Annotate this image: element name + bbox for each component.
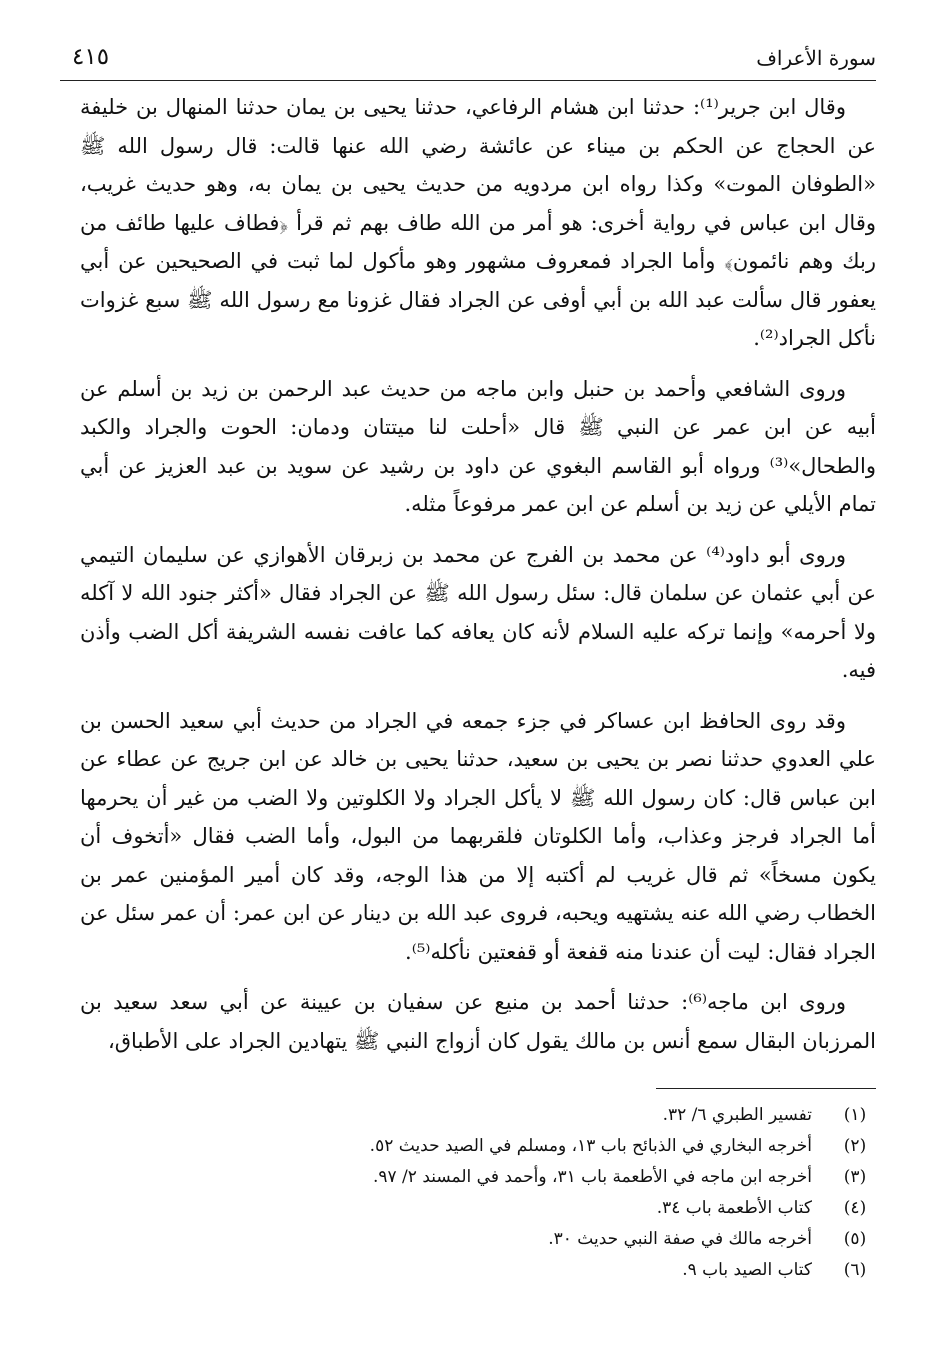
footnote-number: (٦) xyxy=(843,1260,867,1280)
footnote-text: أخرجه البخاري في الذبائح باب ١٣، ومسلم في الصيد حديث ٥٢. xyxy=(369,1136,812,1156)
footnote-item xyxy=(200,1100,876,1131)
page-number: ٤١٥ xyxy=(72,44,110,70)
footnotes xyxy=(200,1100,876,1286)
footnote-text: أخرجه ابن ماجه في الأطعمة باب ٣١، وأحمد في المسند ٢/ ٩٧. xyxy=(372,1167,812,1187)
footnote-item xyxy=(200,1131,876,1162)
footnote-divider xyxy=(656,1088,876,1089)
footnote-number: (٢) xyxy=(843,1136,867,1156)
header-divider xyxy=(60,80,876,81)
page-header xyxy=(60,44,876,78)
surah-title: سورة الأعراف xyxy=(756,46,876,70)
footnote-number: (٣) xyxy=(843,1167,867,1187)
paragraph: وروى الشافعي وأحمد بن حنبل وابن ماجه من حديث عبد الرحمن بن زيد بن أسلم عن أبيه عن ابن عمر عن النبي ﷺ قال «أحلت لنا ميتتان ودمان: الحوت والجراد والكبد والطحال»⁽³⁾ ورواه أبو القاسم البغوي عن داود بن رشيد عن سويد بن عبد العزيز عن أبي تمام الأيلي عن زيد بن أسلم عن ابن عمر مرفوعاً مثله. xyxy=(80,376,876,516)
footnote-number: (٤) xyxy=(843,1198,867,1218)
paragraph: وقال ابن جرير⁽¹⁾: حدثنا ابن هشام الرفاعي، حدثنا يحيى بن يمان حدثنا المنهال بن خليفة عن الحجاج عن الحكم بن ميناء عن عائشة رضي الله عنها قالت: قال رسول الله ﷺ «الطوفان الموت» وكذا رواه ابن مردويه من حديث يحيى بن يمان به، وهو حديث غريب، وقال ابن عباس في رواية أخرى: هو أمر من الله طاف بهم ثم قرأ ﴿فطاف عليها طائف من ربك وهم نائمون﴾ وأما الجراد فمعروف مشهور وهو مأكول لما ثبت في الصحيحين عن أبي يعفور قال سألت عبد الله بن أبي أوفى عن الجراد فقال غزونا مع رسول الله ﷺ سبع غزوات نأكل الجراد⁽²⁾. xyxy=(80,95,876,350)
paragraph: وروى أبو داود⁽⁴⁾ عن محمد بن الفرج عن محمد بن زبرقان الأهوازي عن سليمان التيمي عن أبي عثمان عن سلمان قال: سئل رسول الله ﷺ عن الجراد فقال «أكثر جنود الله لا آكله ولا أحرمه» وإنما تركه عليه السلام لأنه كان يعافه كما عافت نفسه الشريفة أكل الضب وأذن فيه. xyxy=(80,542,876,682)
footnote-number: (٥) xyxy=(843,1229,867,1249)
footnote-number: (١) xyxy=(843,1105,867,1125)
footnote-item xyxy=(200,1255,876,1286)
paragraph: وروى ابن ماجه⁽⁶⁾: حدثنا أحمد بن منيع عن سفيان بن عيينة عن أبي سعد سعيد بن المرزبان البقال سمع أنس بن مالك يقول كان أزواج النبي ﷺ يتهادين الجراد على الأطباق، xyxy=(80,990,876,1053)
footnote-item xyxy=(200,1224,876,1255)
footnote-text: كتاب الصيد باب ٩. xyxy=(682,1260,812,1280)
main-text xyxy=(80,88,876,1072)
footnote-text: أخرجه مالك في صفة النبي حديث ٣٠. xyxy=(548,1229,812,1249)
footnote-text: كتاب الأطعمة باب ٣٤. xyxy=(656,1198,812,1218)
footnote-text: تفسير الطبري ٦/ ٣٢. xyxy=(662,1105,812,1125)
footnote-item xyxy=(200,1193,876,1224)
footnote-item xyxy=(200,1162,876,1193)
paragraph: وقد روى الحافظ ابن عساكر في جزء جمعه في الجراد من حديث أبي سعيد الحسن بن علي العدوي حدثنا نصر بن يحيى بن سعيد، حدثنا يحيى بن خالد عن ابن جريج عن عطاء عن ابن عباس قال: كان رسول الله ﷺ لا يأكل الجراد ولا الكلوتين ولا الضب من غير أن يحرمها أما الجراد فرجز وعذاب، وأما الكلوتان فلقربهما من البول، وأما الضب فقال «أتخوف أن يكون مسخاً» ثم قال غريب لم أكتبه إلا من هذا الوجه، وقد كان أمير المؤمنين عمر بن الخطاب رضي الله عنه يشتهيه ويحبه، فروى عبد الله بن دينار عن ابن عمر: أن عمر سئل عن الجراد فقال: ليت أن عندنا منه قفعة أو قفعتين نأكله⁽⁵⁾. xyxy=(80,708,876,964)
